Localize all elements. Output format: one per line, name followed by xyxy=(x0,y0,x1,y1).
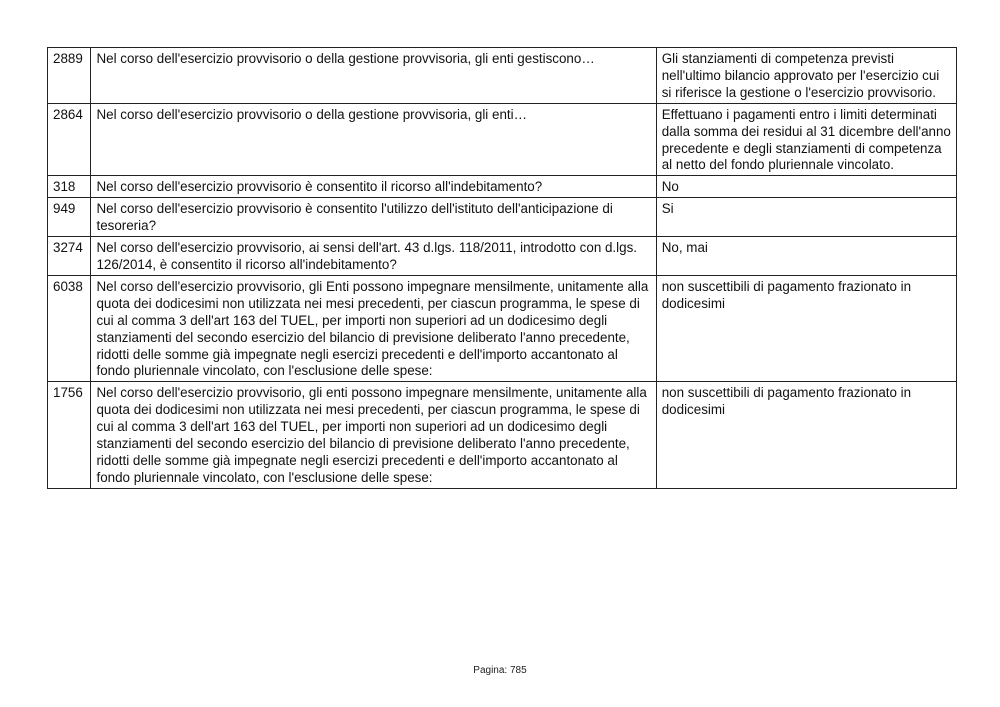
question-id: 2864 xyxy=(48,103,91,176)
answer-text: Si xyxy=(656,198,956,237)
table-row xyxy=(48,48,957,104)
question-text: Nel corso dell'esercizio provvisorio, ai sensi dell'art. 43 d.lgs. 118/2011, introdotto con d.lgs. 126/2014, è consentito il ricorso all'indebitamento? xyxy=(91,237,656,276)
question-text: Nel corso dell'esercizio provvisorio è consentito l'utilizzo dell'istituto dell'anticipazione di tesoreria? xyxy=(91,198,656,237)
question-id: 318 xyxy=(48,176,91,198)
question-id: 1756 xyxy=(48,382,91,488)
table-row xyxy=(48,275,957,381)
table-row xyxy=(48,103,957,176)
answer-text: Effettuano i pagamenti entro i limiti determinati dalla somma dei residui al 31 dicembre dell'anno precedente e degli stanziamenti di competenza al netto del fondo pluriennale vincolato. xyxy=(656,103,956,176)
question-text: Nel corso dell'esercizio provvisorio è consentito il ricorso all'indebitamento? xyxy=(91,176,656,198)
answer-text: No, mai xyxy=(656,237,956,276)
question-text: Nel corso dell'esercizio provvisorio, gli Enti possono impegnare mensilmente, unitamente alla quota dei dodicesimi non utilizzata nei mesi precedenti, per ciascun programma, le spese di cui al comma 3 dell'art 163 del TUEL, per importi non superiori ad un dodicesimo degli stanziamenti del secondo esercizio del bilancio di previsione deliberato l'anno precedente, ridotti delle somme già impegnate negli esercizi precedenti e dell'importo accantonato al fondo pluriennale vincolato, con l'esclusione delle spese: xyxy=(91,275,656,381)
answer-text: No xyxy=(656,176,956,198)
question-table xyxy=(47,47,957,489)
table-row xyxy=(48,382,957,488)
question-text: Nel corso dell'esercizio provvisorio o della gestione provvisoria, gli enti… xyxy=(91,103,656,176)
table-row xyxy=(48,198,957,237)
table-row xyxy=(48,176,957,198)
question-id: 3274 xyxy=(48,237,91,276)
question-id: 949 xyxy=(48,198,91,237)
answer-text: Gli stanziamenti di competenza previsti nell'ultimo bilancio approvato per l'esercizio cui si riferisce la gestione o l'esercizio provvisorio. xyxy=(656,48,956,104)
table-row xyxy=(48,237,957,276)
question-id: 6038 xyxy=(48,275,91,381)
question-id: 2889 xyxy=(48,48,91,104)
answer-text: non suscettibili di pagamento frazionato in dodicesimi xyxy=(656,382,956,488)
answer-text: non suscettibili di pagamento frazionato in dodicesimi xyxy=(656,275,956,381)
page-number: Pagina: 785 xyxy=(473,665,527,676)
question-text: Nel corso dell'esercizio provvisorio o della gestione provvisoria, gli enti gestiscono… xyxy=(91,48,656,104)
question-text: Nel corso dell'esercizio provvisorio, gli enti possono impegnare mensilmente, unitamente alla quota dei dodicesimi non utilizzata nei mesi precedenti, per ciascun programma, le spese di cui al comma 3 dell'art 163 del TUEL, per importi non superiori ad un dodicesimo degli stanziamenti del secondo esercizio del bilancio di previsione deliberato l'anno precedente, ridotti delle somme già impegnate negli esercizi precedenti e dell'importo accantonato al fondo pluriennale vincolato, con l'esclusione delle spese: xyxy=(91,382,656,488)
